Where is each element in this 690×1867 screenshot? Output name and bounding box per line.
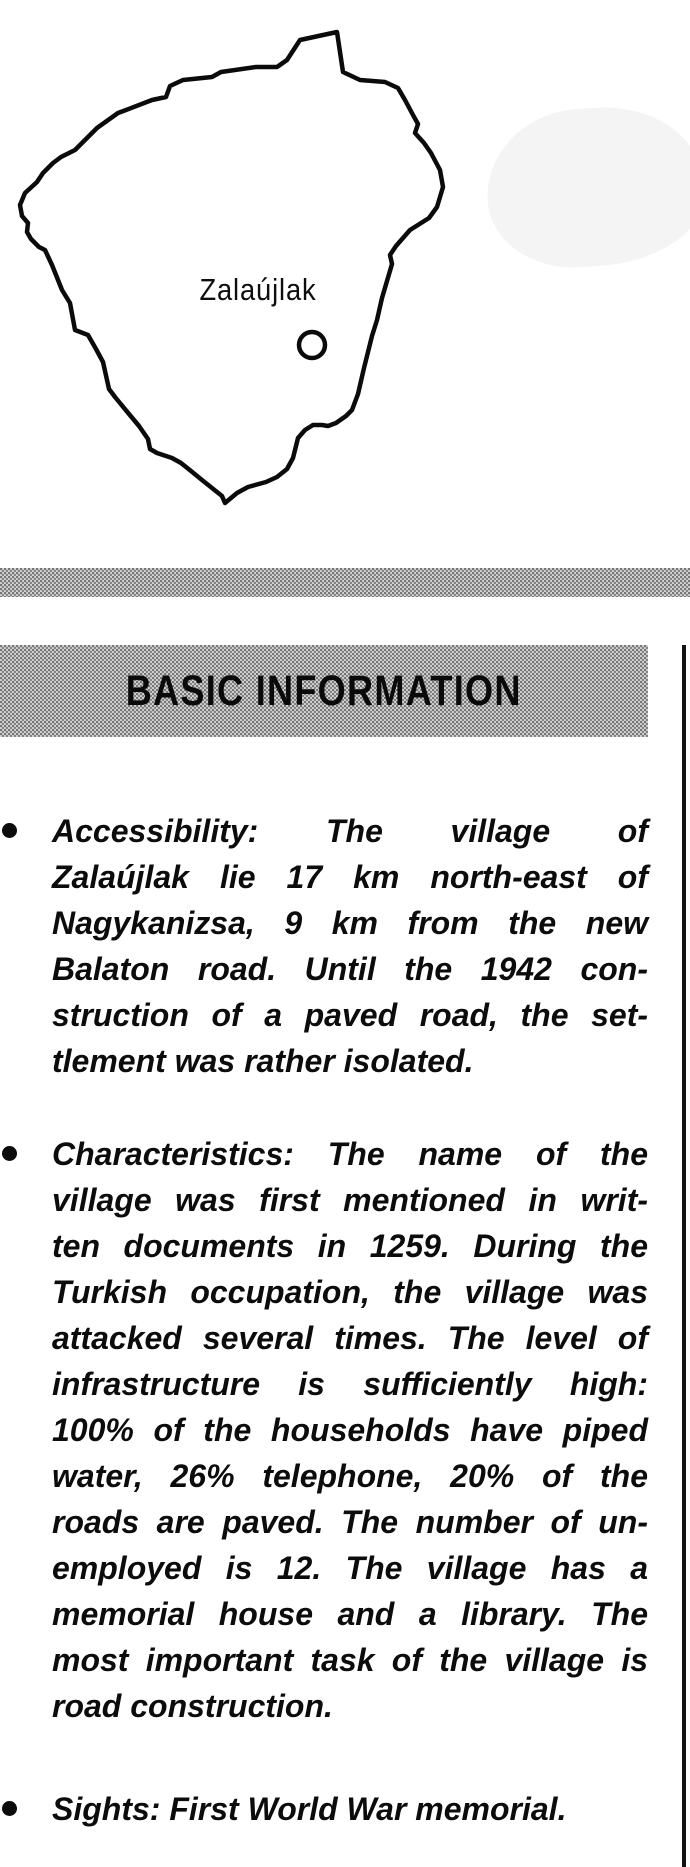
list-item-characteristics (0, 1131, 648, 1729)
text-line: infrastructure is sufficiently high: (52, 1366, 648, 1402)
list-item-accessibility (0, 808, 648, 1084)
text-line: roads are paved. The number of un- (52, 1504, 648, 1540)
text-line: Accessibility: The village of (52, 813, 648, 849)
text-line: Sights: First World War memorial. (52, 1791, 567, 1827)
text-line: Zalaújlak lie 17 km north-east of (52, 859, 648, 895)
village-map-section (0, 0, 690, 567)
village-marker-icon (299, 332, 325, 358)
text-line: tlement was rather isolated. (52, 1043, 474, 1079)
section-title: BASIC INFORMATION (126, 666, 522, 715)
section-header (0, 645, 648, 737)
text-line: employed is 12. The village has a (52, 1550, 648, 1586)
bullet-dot-icon (2, 823, 17, 838)
bullet-dot-icon (2, 1146, 17, 1161)
list-item-text (52, 1131, 648, 1729)
map-label: Zalaújlak (199, 272, 317, 307)
text-line: 100% of the households have piped (52, 1412, 648, 1448)
map-boundary-path (20, 32, 443, 503)
text-line: struction of a paved road, the set- (52, 997, 648, 1033)
scan-smudge (482, 101, 690, 274)
list-item-text (52, 1786, 648, 1832)
text-line: memorial house and a library. The (52, 1596, 648, 1632)
list-item-sights (0, 1786, 648, 1832)
text-line: ten documents in 1259. During the (52, 1228, 648, 1264)
text-line: Balaton road. Until the 1942 con- (52, 951, 648, 987)
text-line: road construction. (52, 1688, 333, 1724)
text-line: attacked several times. The level of (52, 1320, 648, 1356)
text-line: village was first mentioned in writ- (52, 1182, 648, 1218)
text-line: Nagykanizsa, 9 km from the new (52, 905, 648, 941)
text-line: Turkish occupation, the village was (52, 1274, 648, 1310)
list-item-text (52, 808, 648, 1084)
column-divider-line (682, 645, 686, 1867)
bullet-dot-icon (2, 1801, 17, 1816)
section-divider-bar (0, 568, 690, 597)
text-line: most important task of the village is (52, 1642, 648, 1678)
text-line: water, 26% telephone, 20% of the (52, 1458, 648, 1494)
text-line: Characteristics: The name of the (52, 1136, 648, 1172)
